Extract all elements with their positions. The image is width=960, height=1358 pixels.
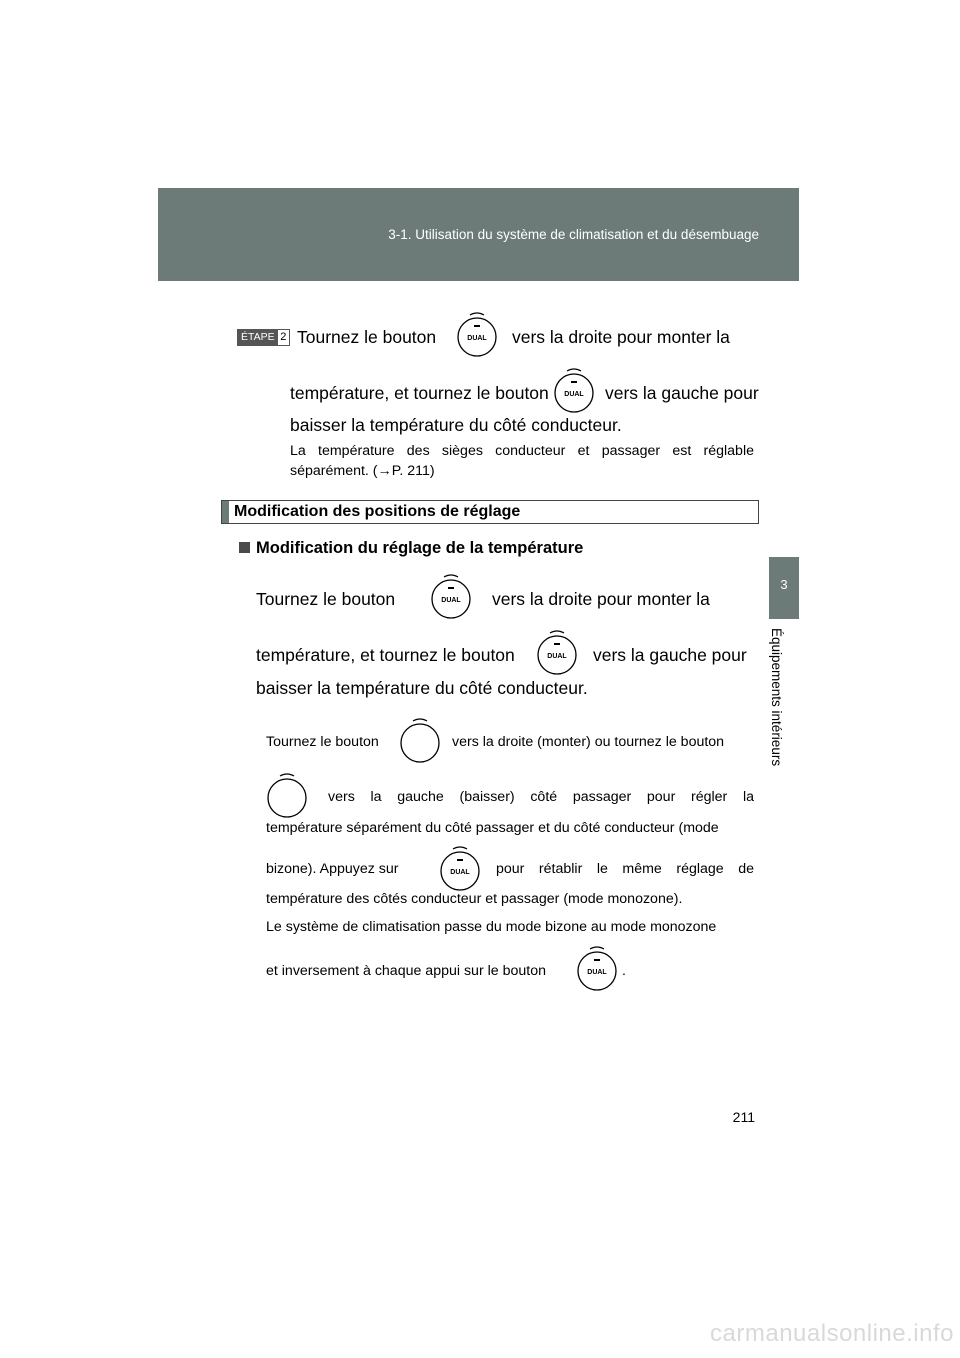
dual-knob-icon xyxy=(429,571,473,621)
section-accent xyxy=(222,501,229,523)
step2-note-line1: La température des sièges conducteur et passager est réglable xyxy=(290,443,754,459)
sub-line1-b: vers la droite pour monter la xyxy=(492,589,710,609)
step2-line1-b: vers la droite pour monter la xyxy=(512,327,730,347)
step2-line3: baisser la température du côté conducteur. xyxy=(290,415,622,435)
passenger-knob-icon xyxy=(398,715,442,765)
sub-line3: baisser la température du côté conducteur. xyxy=(256,678,588,698)
dual-knob-label: DUAL xyxy=(441,597,461,604)
note-line4-a: bizone). Appuyez sur xyxy=(266,861,399,877)
sub-line2-b: vers la gauche pour xyxy=(593,645,747,665)
subsection-heading: Modification du réglage de la température xyxy=(256,539,584,557)
section-heading-bar xyxy=(221,500,759,524)
sub-line1-a: Tournez le bouton xyxy=(256,589,396,609)
note-line5: température des côtés conducteur et passager (mode monozone). xyxy=(266,891,683,907)
square-bullet-icon xyxy=(239,542,250,553)
note-line2: vers la gauche (baisser) côté passager pour régler la xyxy=(328,789,754,805)
note-line7-b: . xyxy=(622,963,626,979)
page-number: 211 xyxy=(732,1109,755,1125)
dual-knob-icon xyxy=(552,365,596,415)
chapter-title: Équipements intérieurs xyxy=(769,628,784,767)
dual-knob-icon xyxy=(535,627,579,677)
step2-note-line2: séparément. (→P. 211) xyxy=(290,463,435,479)
step2-line2-b: vers la gauche pour xyxy=(605,383,759,403)
chapter-tab xyxy=(769,557,799,619)
dual-knob-icon xyxy=(438,843,482,893)
header-band xyxy=(158,188,799,281)
sub-line2-a: température, et tournez le bouton xyxy=(256,645,515,665)
step-badge xyxy=(237,329,290,346)
watermark: carmanualsonline.info xyxy=(710,1320,954,1347)
note-line6: Le système de climatisation passe du mode bizone au mode monozone xyxy=(266,919,717,935)
note-line1-a: Tournez le bouton xyxy=(266,734,379,750)
section-header-title: 3-1. Utilisation du système de climatisation et du désembuage xyxy=(388,227,759,242)
dual-knob-label: DUAL xyxy=(450,869,470,876)
step2-line1-a: Tournez le bouton xyxy=(297,327,437,347)
note-line7-a: et inversement à chaque appui sur le bouton xyxy=(266,963,546,979)
dual-knob-label: DUAL xyxy=(547,653,567,660)
section-heading: Modification des positions de réglage xyxy=(234,503,521,520)
passenger-knob-icon xyxy=(265,770,309,820)
dual-knob-icon xyxy=(455,309,499,359)
note-line4-b: pour rétablir le même réglage de xyxy=(496,861,754,877)
step-badge-number: 2 xyxy=(278,330,289,345)
step-badge-label: ÉTAPE xyxy=(238,330,278,345)
dual-knob-label: DUAL xyxy=(564,391,584,398)
dual-knob-label: DUAL xyxy=(587,969,607,976)
dual-knob-icon xyxy=(575,943,619,993)
dual-knob-label: DUAL xyxy=(467,335,487,342)
chapter-number: 3 xyxy=(780,577,788,592)
step2-line2-a: température, et tournez le bouton xyxy=(290,383,549,403)
note-line3: température séparément du côté passager et du côté conducteur (mode xyxy=(266,820,719,836)
note-line1-b: vers la droite (monter) ou tournez le bouton xyxy=(452,734,725,750)
